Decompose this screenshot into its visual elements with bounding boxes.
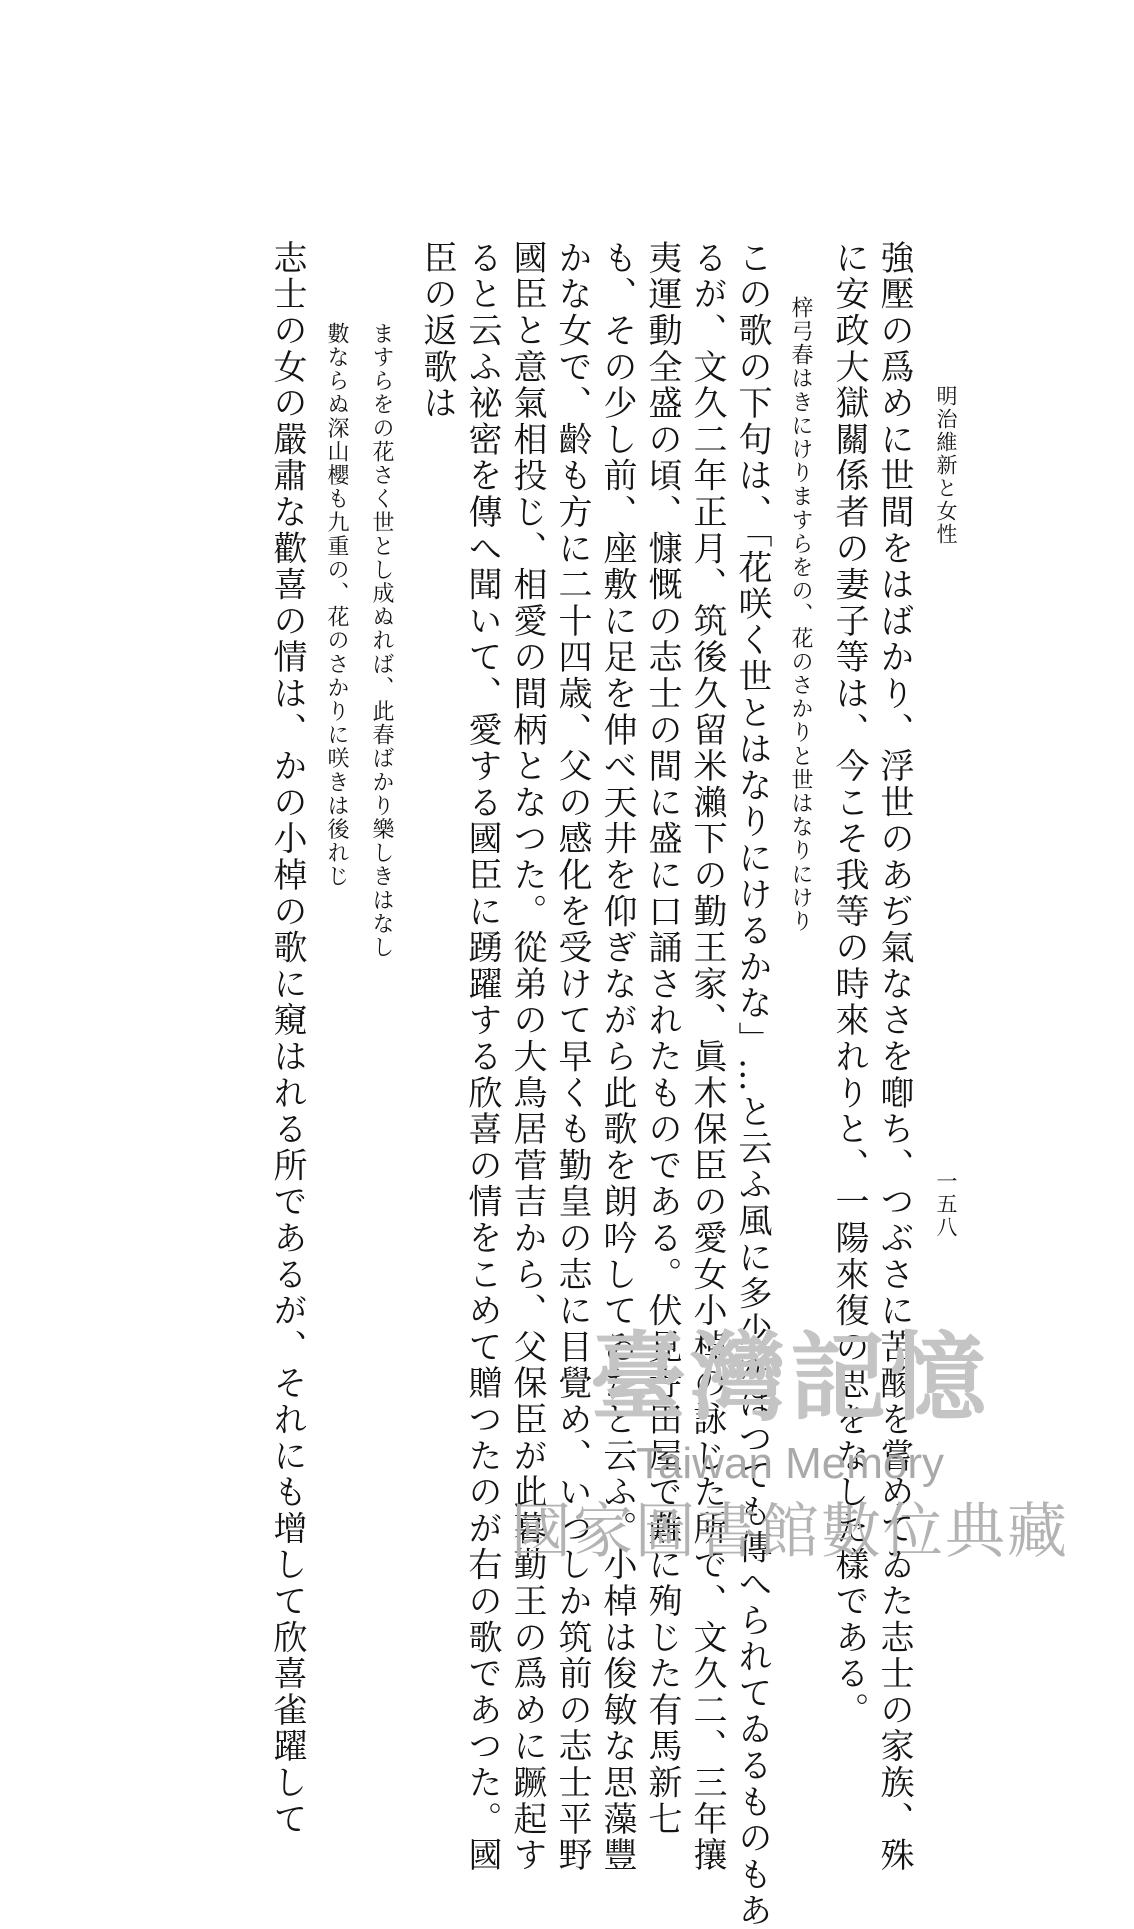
text-column: も、その少し前、座敷に足を伸べ天井を仰ぎながら此歌を朗吟してゐたと云ふ。小棹は俊敏な思藻豐	[597, 240, 637, 1874]
text-column: 國臣と意氣相投じ、相愛の間柄となつた。從弟の大鳥居菅吉から、父保臣が此暮勤王の爲めに蹶起す	[507, 240, 547, 1874]
watermark-subtitle: 國家圖書館數位典藏	[511, 1497, 1069, 1567]
poem-line: ますらをの花さく世とし成ぬれば、此春ばかり樂しきはなし	[369, 322, 394, 960]
text-column: 臣の返歌は	[417, 240, 457, 422]
text-column: この歌の下句は、「花咲く世とはなりにけるかな」…と云ふ風に多少かはつても傳へられてゐるものもあ	[732, 240, 772, 1929]
text-column: かな女で、齡も方に二十四歳、父の感化を受けて早くも勤皇の志に目覺め、いつしか筑前の志士平野	[552, 240, 592, 1874]
watermark-english: Taiwan Memory	[635, 1439, 945, 1488]
running-title: 明治維新と女性	[934, 385, 958, 546]
text-column: に安政大獄關係者の妻子等は、今こそ我等の時來れりと、一陽來復の思をなした樣である。	[829, 240, 869, 1729]
text-column: ると云ふ祕密を傳へ聞いて、愛する國臣に踴躍する欣喜の情をこめて贈つたのが右の歌であつた。國	[462, 240, 502, 1874]
poem-line: 數ならぬ深山櫻も九重の、花のさかりに咲きは後れじ	[324, 322, 349, 889]
text-column: 強壓の爲めに世間をはばかり、浮世のあぢ氣なさを喞ち、つぶさに苦酸を嘗めてゐた志士の家族、殊	[874, 240, 914, 1874]
watermark-title: 臺灣記憶	[590, 1321, 990, 1434]
text-column: 志士の女の嚴肅な歡喜の情は、かの小棹の歌に窺はれる所であるが、それにも增して欣喜雀躍して	[267, 240, 307, 1838]
text-column: るが、文久二年正月、筑後久留米瀨下の勤王家、眞木保臣の愛女小棹の詠じた所で、文久二、三年攘	[687, 240, 727, 1874]
poem-line: 梓弓春はきにけりますらをの、花のさかりと世はなりにけり	[788, 296, 813, 934]
page-number: 一五八	[934, 1170, 958, 1239]
text-column: 夷運動全盛の頃、慷慨の志士の間に盛に口誦されたものである。伏見寺田屋で難に殉じた有馬新七	[642, 240, 682, 1838]
